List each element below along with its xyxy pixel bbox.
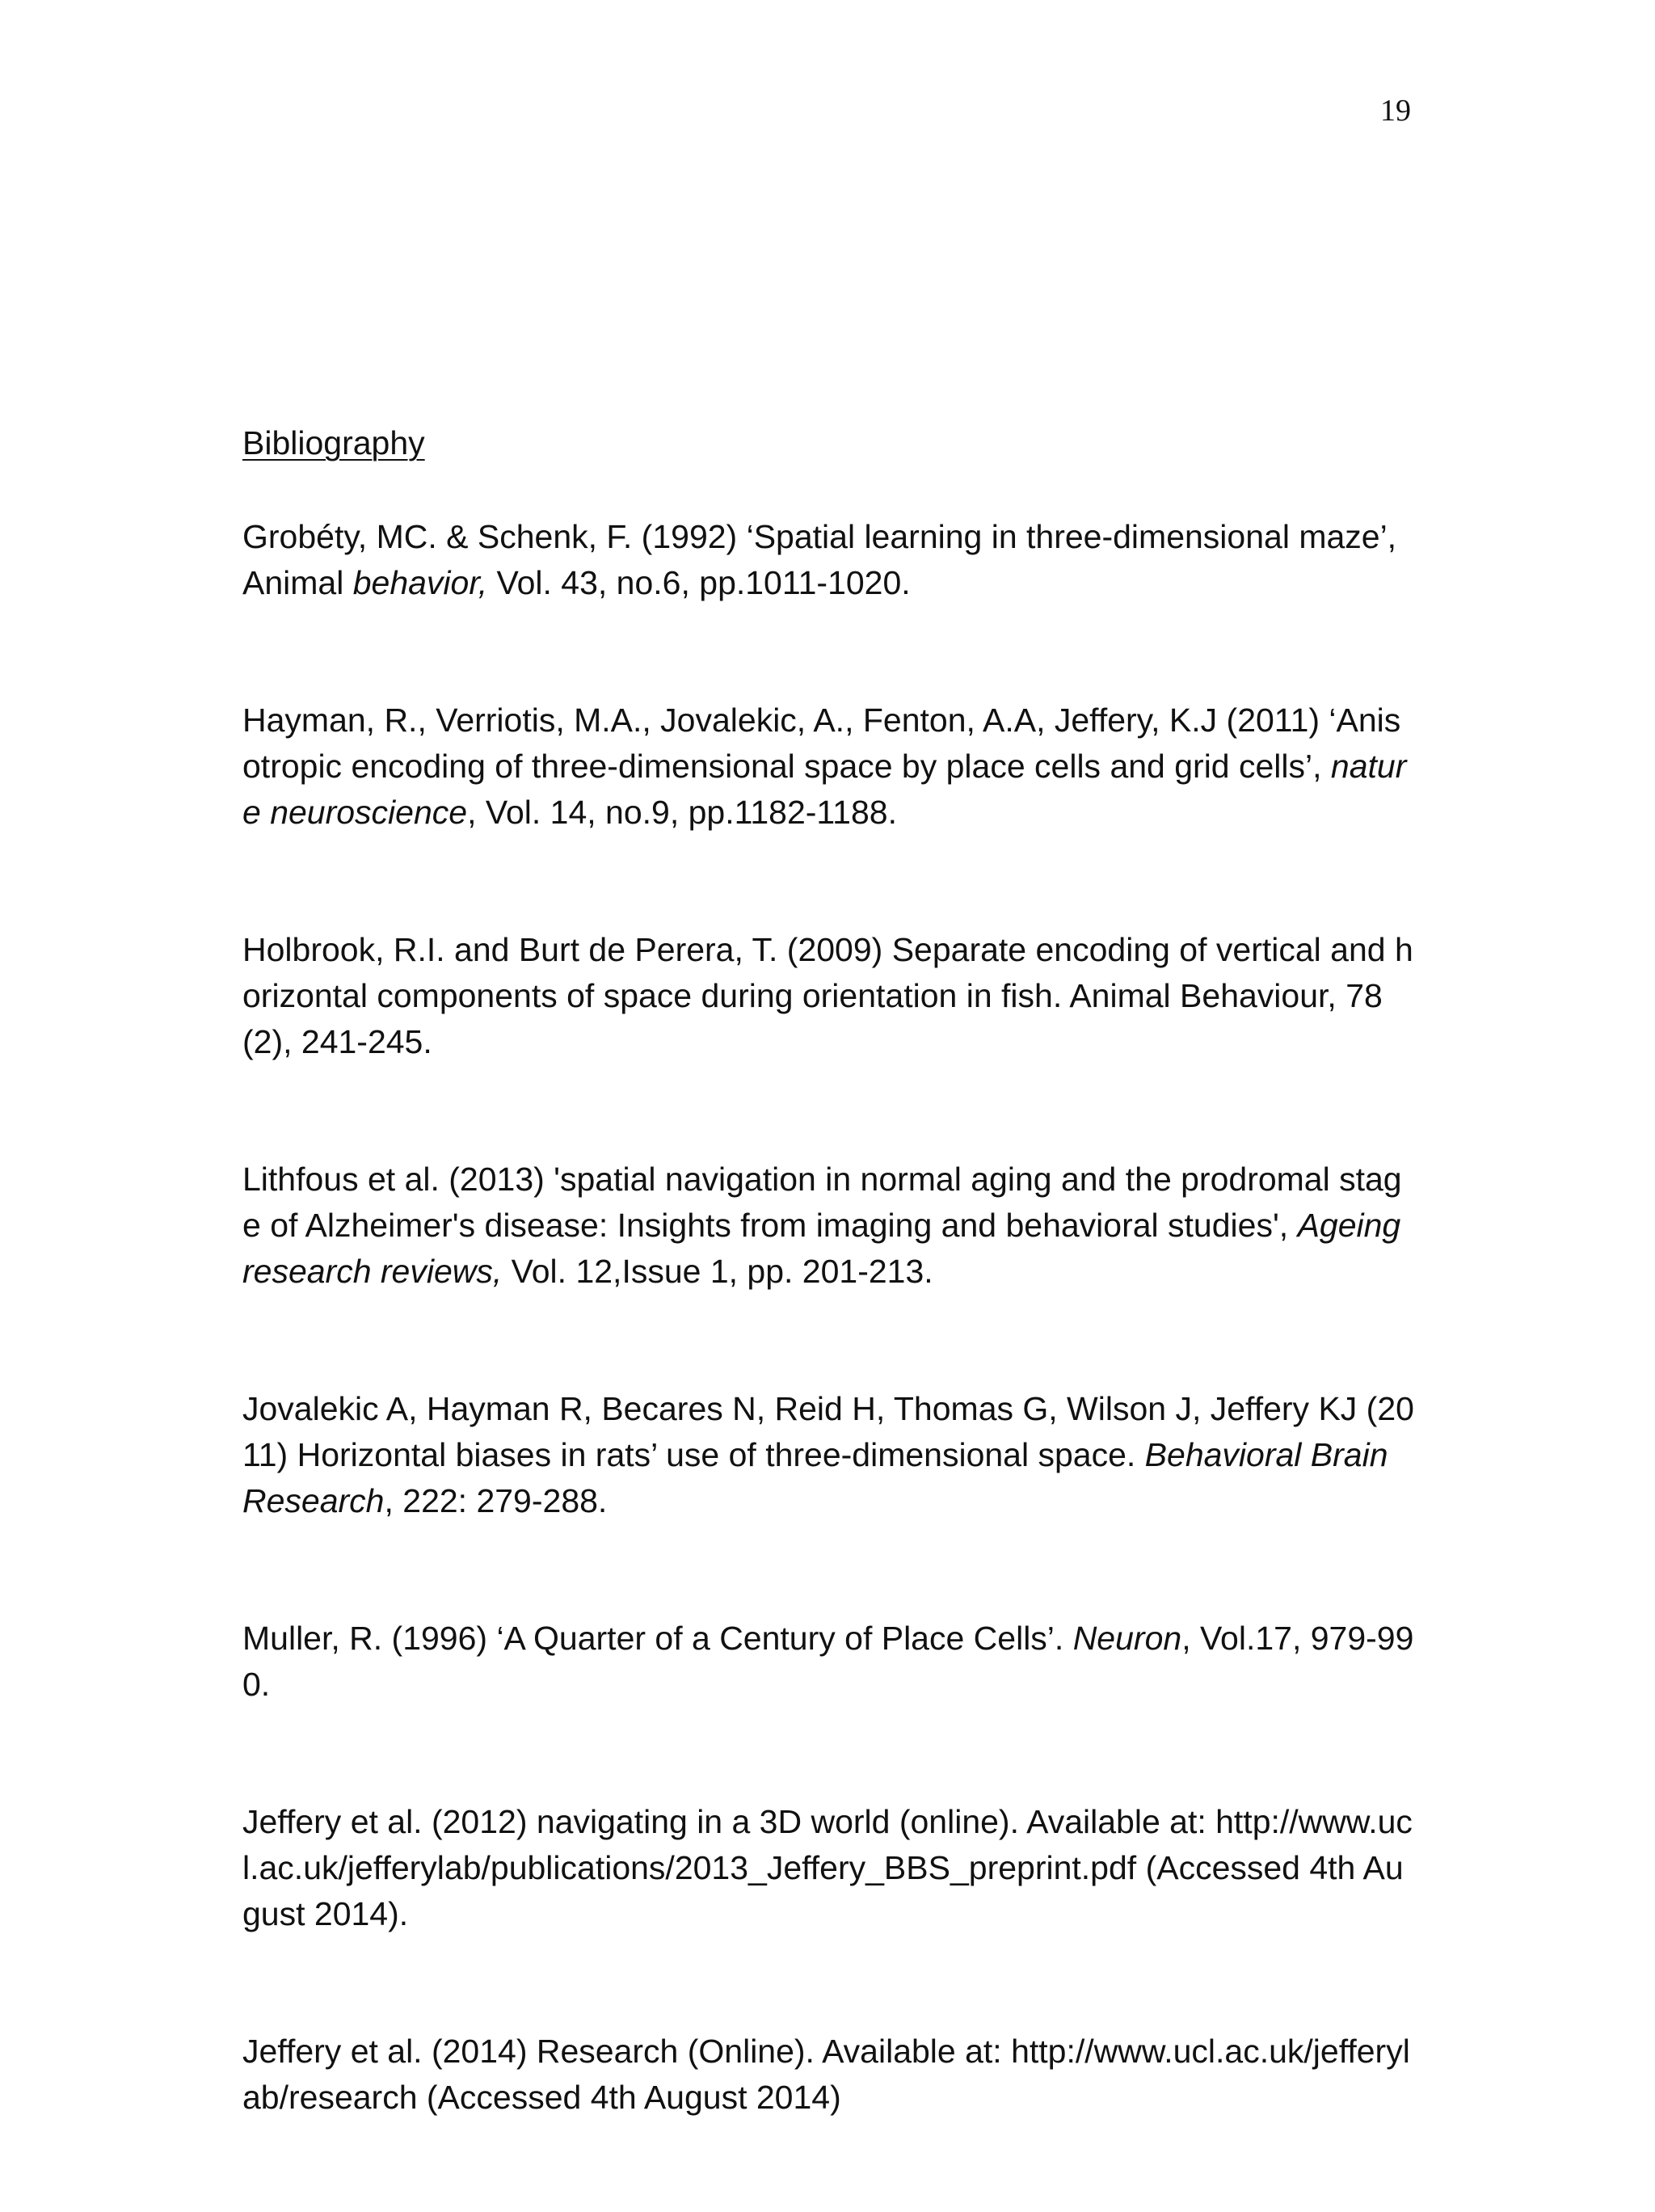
bibliography-entry [242,1616,1416,1708]
entry-italic-text: Behavioral Brain Research [242,1436,1388,1519]
entry-italic-text: Neuron [1072,1620,1182,1657]
bibliography-entry [242,2029,1416,2121]
entry-text: Muller, R. (1996) ‘A Quarter of a Century of Place Cells’. [242,1620,1073,1657]
entry-text: , 222: 279-288. [384,1482,608,1519]
bibliography-entry [242,697,1416,836]
entry-text: Vol. 12,Issue 1, pp. 201-213. [502,1253,933,1290]
entry-text: Vol. 43, no.6, pp.1011-1020. [487,564,911,601]
entry-text: Grobéty, MC. & Schenk, F. (1992) ‘Spatial learning in three-dimensional maze’, Animal [242,518,1397,601]
entry-italic-text: Ageing research reviews, [242,1207,1401,1290]
entry-italic-text: behavior, [352,564,488,601]
entry-text: Holbrook, R.I. and Burt de Perera, T. (2009) Separate encoding of vertical and horizontal components of space during orientation in fish. Animal Behaviour, 78(2), 241-245. [242,931,1413,1060]
entry-text: , Vol.17, 979-990. [242,1620,1414,1703]
entry-text: Hayman, R., Verriotis, M.A., Jovalekic, A., Fenton, A.A, Jeffery, K.J (2011) ‘Anisotropic encoding of three-dimensional space by place cells and grid cells’, [242,702,1401,785]
entry-text: Lithfous et al. (2013) 'spatial navigation in normal aging and the prodromal stage of Alzheimer's disease: Insights from imaging and behavioral studies', [242,1161,1402,1244]
entry-text: Jeffery et al. (2014) Research (Online). Available at: http://www.ucl.ac.uk/jefferylab/research (Accessed 4th August 2014) [242,2033,1410,2116]
page-number: 19 [1380,94,1411,128]
entry-text: , Vol. 14, no.9, pp.1182-1188. [467,794,897,831]
bibliography-entry [242,1386,1416,1524]
bibliography-list [242,514,1416,2212]
bibliography-heading: Bibliography [242,424,425,461]
entry-text: Jeffery et al. (2012) navigating in a 3D world (online). Available at: http://www.ucl.ac.uk/jefferylab/publications/2013_Jeffery_BBS_preprint.pdf (Accessed 4th August 2014). [242,1803,1413,1932]
entry-italic-text: nature neuroscience [242,748,1407,831]
bibliography-entry [242,1157,1416,1295]
bibliography-entry [242,514,1416,606]
bibliography-entry [242,1799,1416,1937]
bibliography-entry [242,927,1416,1065]
entry-text: Jovalekic A, Hayman R, Becares N, Reid H, Thomas G, Wilson J, Jeffery KJ (2011) Horizontal biases in rats’ use of three-dimensional space. [242,1390,1414,1473]
